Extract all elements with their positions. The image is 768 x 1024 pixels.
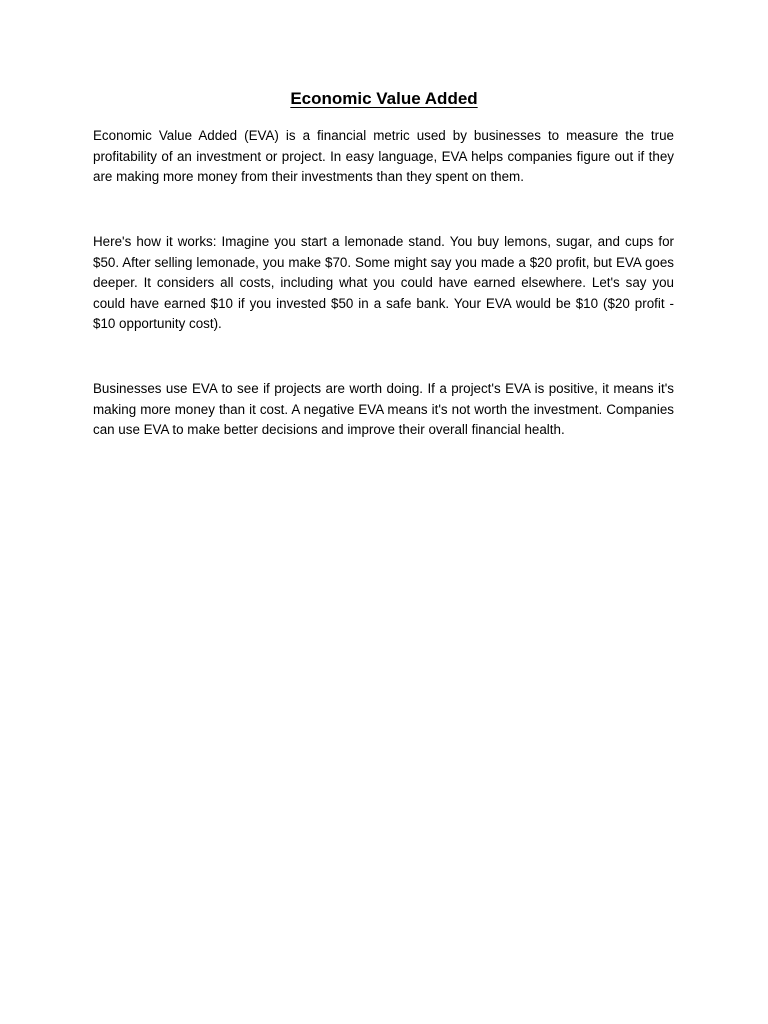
paragraph-eva-definition: Economic Value Added (EVA) is a financial metric used by businesses to measure the true profitability of an investment or project. In easy language, EVA helps companies figure out if they are making more money from their investments than they spent on them. (93, 128, 674, 184)
document-title: Economic Value Added (290, 89, 478, 108)
paragraph-business-use: Businesses use EVA to see if projects are worth doing. If a project's EVA is positive, it means it's making more money than it cost. A negative EVA means it's not worth the investment. Companies can use EVA to make better decisions and improve their overall financial health. (93, 381, 674, 437)
paragraph-lemonade-example: Here's how it works: Imagine you start a lemonade stand. You buy lemons, sugar, and cups for $50. After selling lemonade, you make $70. Some might say you made a $20 profit, but EVA goes deeper. It considers all costs, including what you could have earned elsewhere. Let's say you could have earned $10 if you invested $50 in a safe bank. Your EVA would be $10 ($20 profit - $10 opportunity cost). (93, 234, 674, 331)
